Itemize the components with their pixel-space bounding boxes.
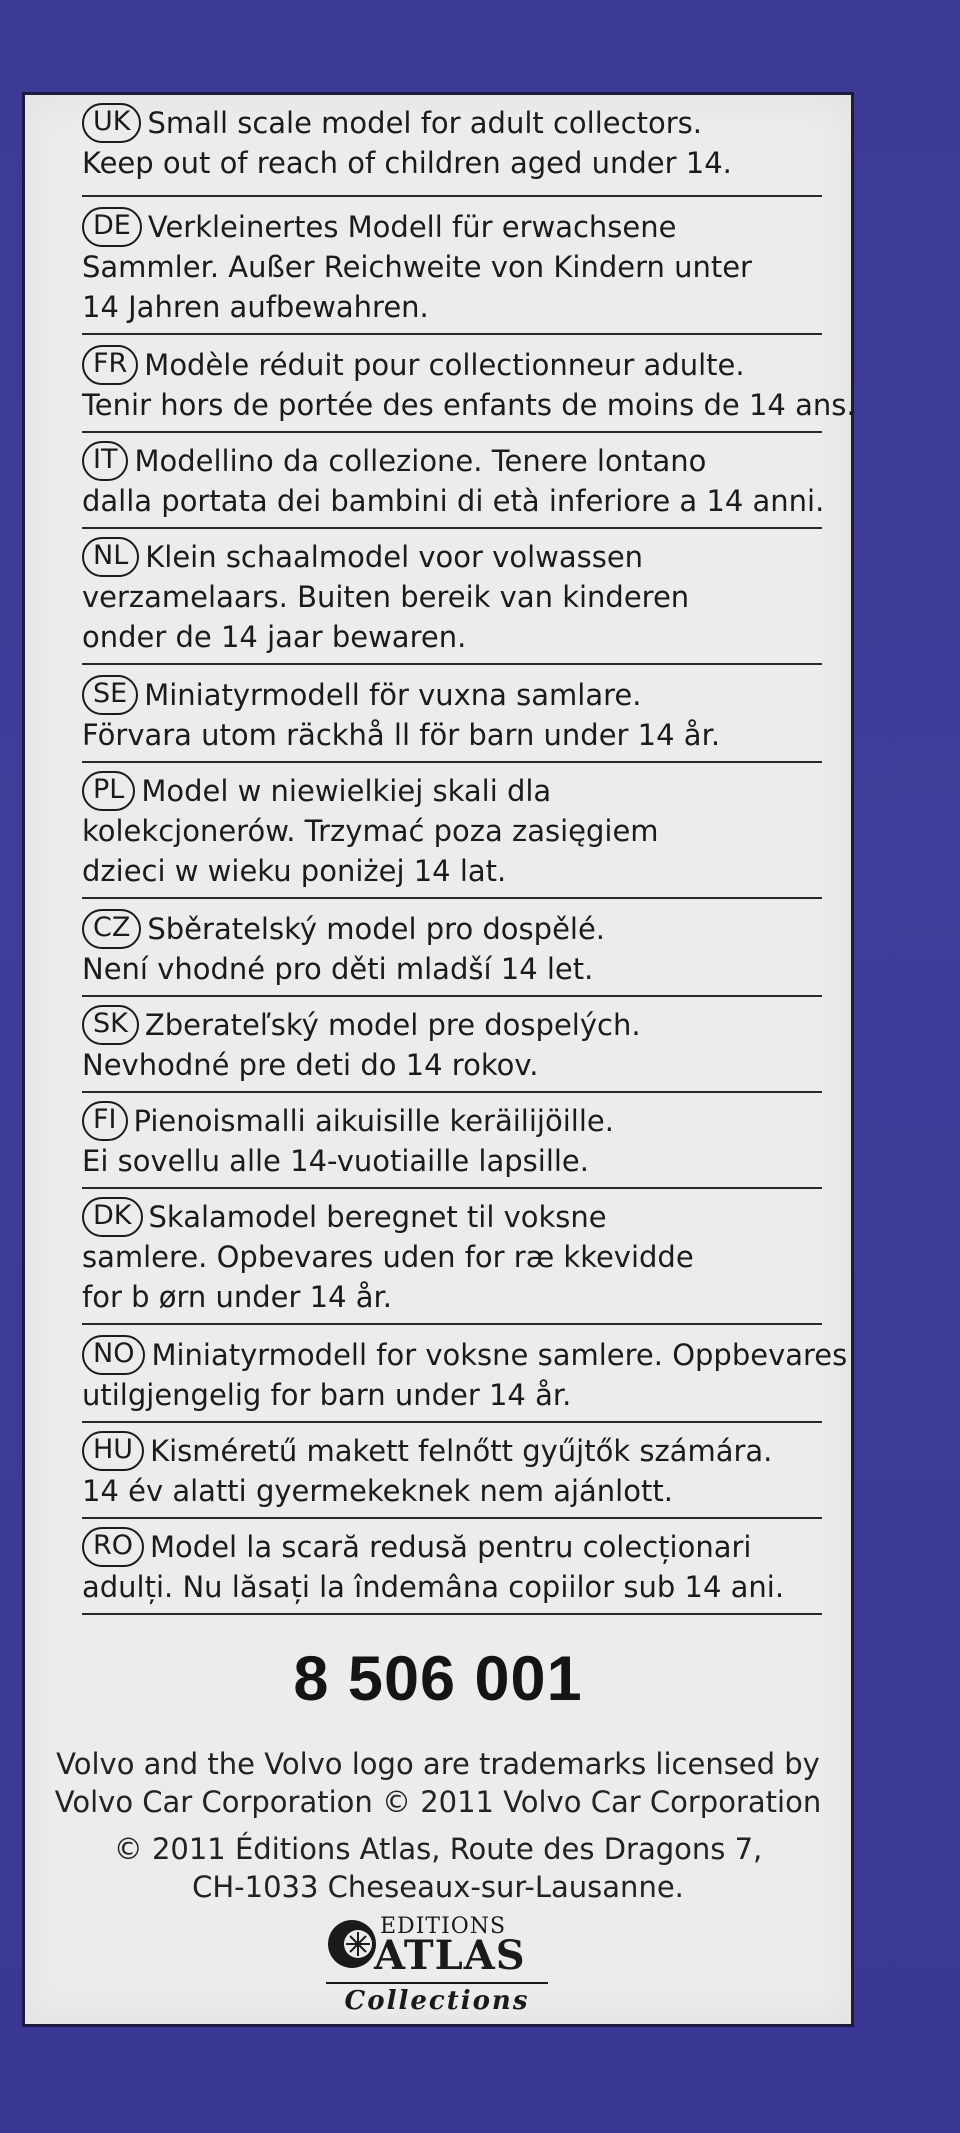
language-badge-pl: PL: [82, 771, 135, 811]
warning-line: HU Kisméretű makett felnőtt gyűjtők számára.: [82, 1431, 822, 1471]
language-badge-cz: CZ: [82, 909, 141, 949]
logo-editions-text: EDITIONS: [380, 1914, 507, 1939]
warning-line: Není vhodné pro děti mladší 14 let.: [82, 952, 594, 986]
warning-section-cz: [82, 909, 822, 997]
warning-line: SK Zberateľský model pre dospelých.: [82, 1005, 822, 1045]
warning-line: SE Miniatyrmodell för vuxna samlare.: [82, 675, 822, 715]
warning-line: kolekcjonerów. Trzymać poza zasięgiem: [82, 814, 659, 848]
warning-section-nl: [82, 537, 822, 665]
warning-line: CZ Sběratelský model pro dospělé.: [82, 909, 822, 949]
warning-card: [22, 92, 854, 2027]
warning-line: adulți. Nu lăsați la îndemâna copiilor sub 14 ani.: [82, 1570, 785, 1604]
publisher-address: [0, 1830, 876, 1906]
warning-line: NL Klein schaalmodel voor volwassen: [82, 537, 822, 577]
logo-collections-text: Collections: [344, 1986, 530, 2016]
publisher-line: CH-1033 Cheseaux-sur-Lausanne.: [192, 1870, 684, 1904]
warning-line: Ei sovellu alle 14-vuotiaille lapsille.: [82, 1144, 589, 1178]
warning-section-fr: [82, 345, 856, 433]
warning-line: UK Small scale model for adult collectors.: [82, 103, 822, 143]
warning-section-it: [82, 441, 825, 529]
language-badge-ro: RO: [82, 1527, 144, 1567]
warning-line: dzieci w wieku poniżej 14 lat.: [82, 854, 507, 888]
warning-section-pl: [82, 771, 822, 899]
warning-section-hu: [82, 1431, 822, 1519]
language-badge-uk: UK: [82, 103, 141, 143]
warning-line: 14 év alatti gyermekeknek nem ajánlott.: [82, 1474, 673, 1508]
warning-line: RO Model la scară redusă pentru colecționari: [82, 1527, 822, 1567]
warning-line: verzamelaars. Buiten bereik van kinderen: [82, 580, 690, 614]
warning-line: PL Model w niewielkiej skali dla: [82, 771, 822, 811]
warning-section-sk: [82, 1005, 822, 1093]
warning-line: IT Modellino da collezione. Tenere lontano: [82, 441, 822, 481]
warning-line: FI Pienoismalli aikuisille keräilijöille.: [82, 1101, 822, 1141]
trademark-line: Volvo and the Volvo logo are trademarks licensed by: [56, 1747, 820, 1781]
language-badge-se: SE: [82, 675, 138, 715]
language-badge-de: DE: [82, 207, 142, 247]
language-badge-fi: FI: [82, 1101, 128, 1141]
sunburst-icon: [326, 1918, 378, 1970]
language-badge-it: IT: [82, 441, 128, 481]
trademark-notice: [0, 1745, 876, 1821]
publisher-line: © 2011 Éditions Atlas, Route des Dragons 7,: [113, 1832, 763, 1866]
logo-atlas-text: ATLAS: [374, 1932, 526, 1979]
product-code: 8 506 001: [293, 1644, 583, 1714]
logo-divider: [326, 1982, 548, 1984]
warning-line: Keep out of reach of children aged under 14.: [82, 146, 732, 180]
warning-line: Sammler. Außer Reichweite von Kindern unter: [82, 250, 752, 284]
warning-section-fi: [82, 1101, 822, 1189]
warning-section-uk: [82, 103, 822, 197]
warning-line: DK Skalamodel beregnet til voksne: [82, 1197, 822, 1237]
warning-line: FR Modèle réduit pour collectionneur adulte.: [82, 345, 822, 385]
warning-line: utilgjengelig for barn under 14 år.: [82, 1378, 572, 1412]
warning-line: NO Miniatyrmodell for voksne samlere. Oppbevares: [82, 1335, 822, 1375]
warning-line: samlere. Opbevares uden for ræ kkevidde: [82, 1240, 694, 1274]
language-badge-hu: HU: [82, 1431, 144, 1471]
warning-line: Tenir hors de portée des enfants de moins de 14 ans.: [82, 388, 856, 422]
warning-line: DE Verkleinertes Modell für erwachsene: [82, 207, 822, 247]
warning-line: for b ørn under 14 år.: [82, 1280, 392, 1314]
warning-line: Nevhodné pre deti do 14 rokov.: [82, 1048, 539, 1082]
language-badge-nl: NL: [82, 537, 139, 577]
warning-section-dk: [82, 1197, 822, 1325]
editions-atlas-logo: [322, 1910, 552, 2020]
trademark-line: Volvo Car Corporation © 2011 Volvo Car Corporation: [54, 1785, 822, 1819]
warning-section-ro: [82, 1527, 822, 1615]
language-badge-dk: DK: [82, 1197, 143, 1237]
warning-line: dalla portata dei bambini di età inferiore a 14 anni.: [82, 484, 825, 518]
language-badge-no: NO: [82, 1335, 145, 1375]
warning-section-se: [82, 675, 822, 763]
warning-line: onder de 14 jaar bewaren.: [82, 620, 467, 654]
language-badge-sk: SK: [82, 1005, 139, 1045]
warning-line: Förvara utom räckhå ll för barn under 14 år.: [82, 718, 721, 752]
warning-line: 14 Jahren aufbewahren.: [82, 290, 429, 324]
warning-section-de: [82, 207, 822, 335]
warning-section-no: [82, 1335, 848, 1423]
language-badge-fr: FR: [82, 345, 138, 385]
